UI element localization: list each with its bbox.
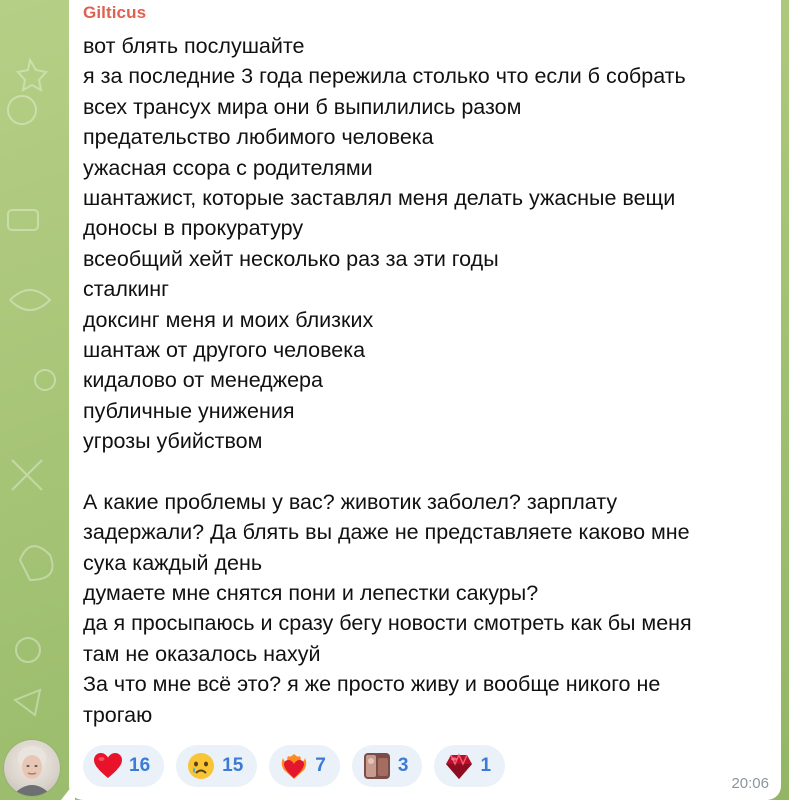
sender-avatar[interactable] — [4, 740, 60, 796]
message-text — [83, 31, 773, 730]
message-line: да я просыпаюсь и сразу бегу новости смотреть как бы меня — [83, 611, 692, 636]
message-line: шантаж от другого человека — [83, 337, 366, 362]
reaction-count: 15 — [222, 755, 244, 776]
message-line: угрозы убийством — [83, 429, 263, 454]
heart-on-fire-icon — [279, 751, 309, 781]
message-line: всех трансух мира они б выпилились разом — [83, 94, 522, 119]
message-line: доносы в прокуратуру — [83, 216, 304, 241]
message-line: я за последние 3 года пережила столько что если б собрать — [83, 64, 686, 89]
message-bubble[interactable] — [69, 0, 781, 800]
reaction-count: 7 — [315, 755, 326, 776]
message-line: За что мне всё это? я же просто живу и вообще никого не — [83, 672, 661, 697]
gem-heart-icon — [444, 751, 474, 781]
message-blank-line — [83, 456, 773, 486]
red-heart-icon — [93, 751, 123, 781]
crying-face-icon — [186, 751, 216, 781]
reaction-crying[interactable] — [176, 745, 257, 787]
sender-name[interactable]: Gilticus — [83, 3, 147, 22]
reactions-bar — [83, 745, 505, 787]
message-line: А какие проблемы у вас? животик заболел? зарплату — [83, 489, 618, 514]
message-line: там не оказалось нахуй — [83, 641, 321, 666]
avatar-photo-icon — [4, 740, 60, 796]
reaction-count: 1 — [480, 755, 492, 776]
reaction-heart[interactable] — [83, 745, 164, 787]
message-line: трогаю — [83, 702, 153, 727]
reaction-heart-on-fire[interactable] — [269, 745, 340, 787]
message-line: доксинг меня и моих близких — [83, 307, 374, 332]
message-line: шантажист, которые заставлял меня делать ужасные вещи — [83, 185, 676, 210]
message-line: думаете мне снятся пони и лепестки сакуры? — [83, 581, 539, 606]
message-line: вот блять послушайте — [83, 34, 305, 58]
message-timestamp: 20:06 — [731, 775, 769, 792]
wallpaper-doodles — [0, 0, 80, 800]
custom-sticker-icon — [362, 751, 392, 781]
reaction-gem-heart[interactable] — [434, 745, 505, 787]
message-line: предательство любимого человека — [83, 125, 434, 150]
message-line: всеобщий хейт несколько раз за эти годы — [83, 246, 499, 271]
message-line: ужасная ссора с родителями — [83, 155, 373, 180]
reaction-count: 3 — [397, 755, 409, 776]
message-line: задержали? Да блять вы даже не представляете каково мне — [83, 520, 690, 545]
message-line: сталкинг — [83, 277, 169, 302]
reaction-count: 16 — [129, 755, 151, 776]
message-line: сука каждый день — [83, 550, 263, 575]
reaction-custom-sticker[interactable] — [352, 745, 423, 787]
message-line: публичные унижения — [83, 398, 295, 423]
message-line: кидалово от менеджера — [83, 368, 323, 393]
